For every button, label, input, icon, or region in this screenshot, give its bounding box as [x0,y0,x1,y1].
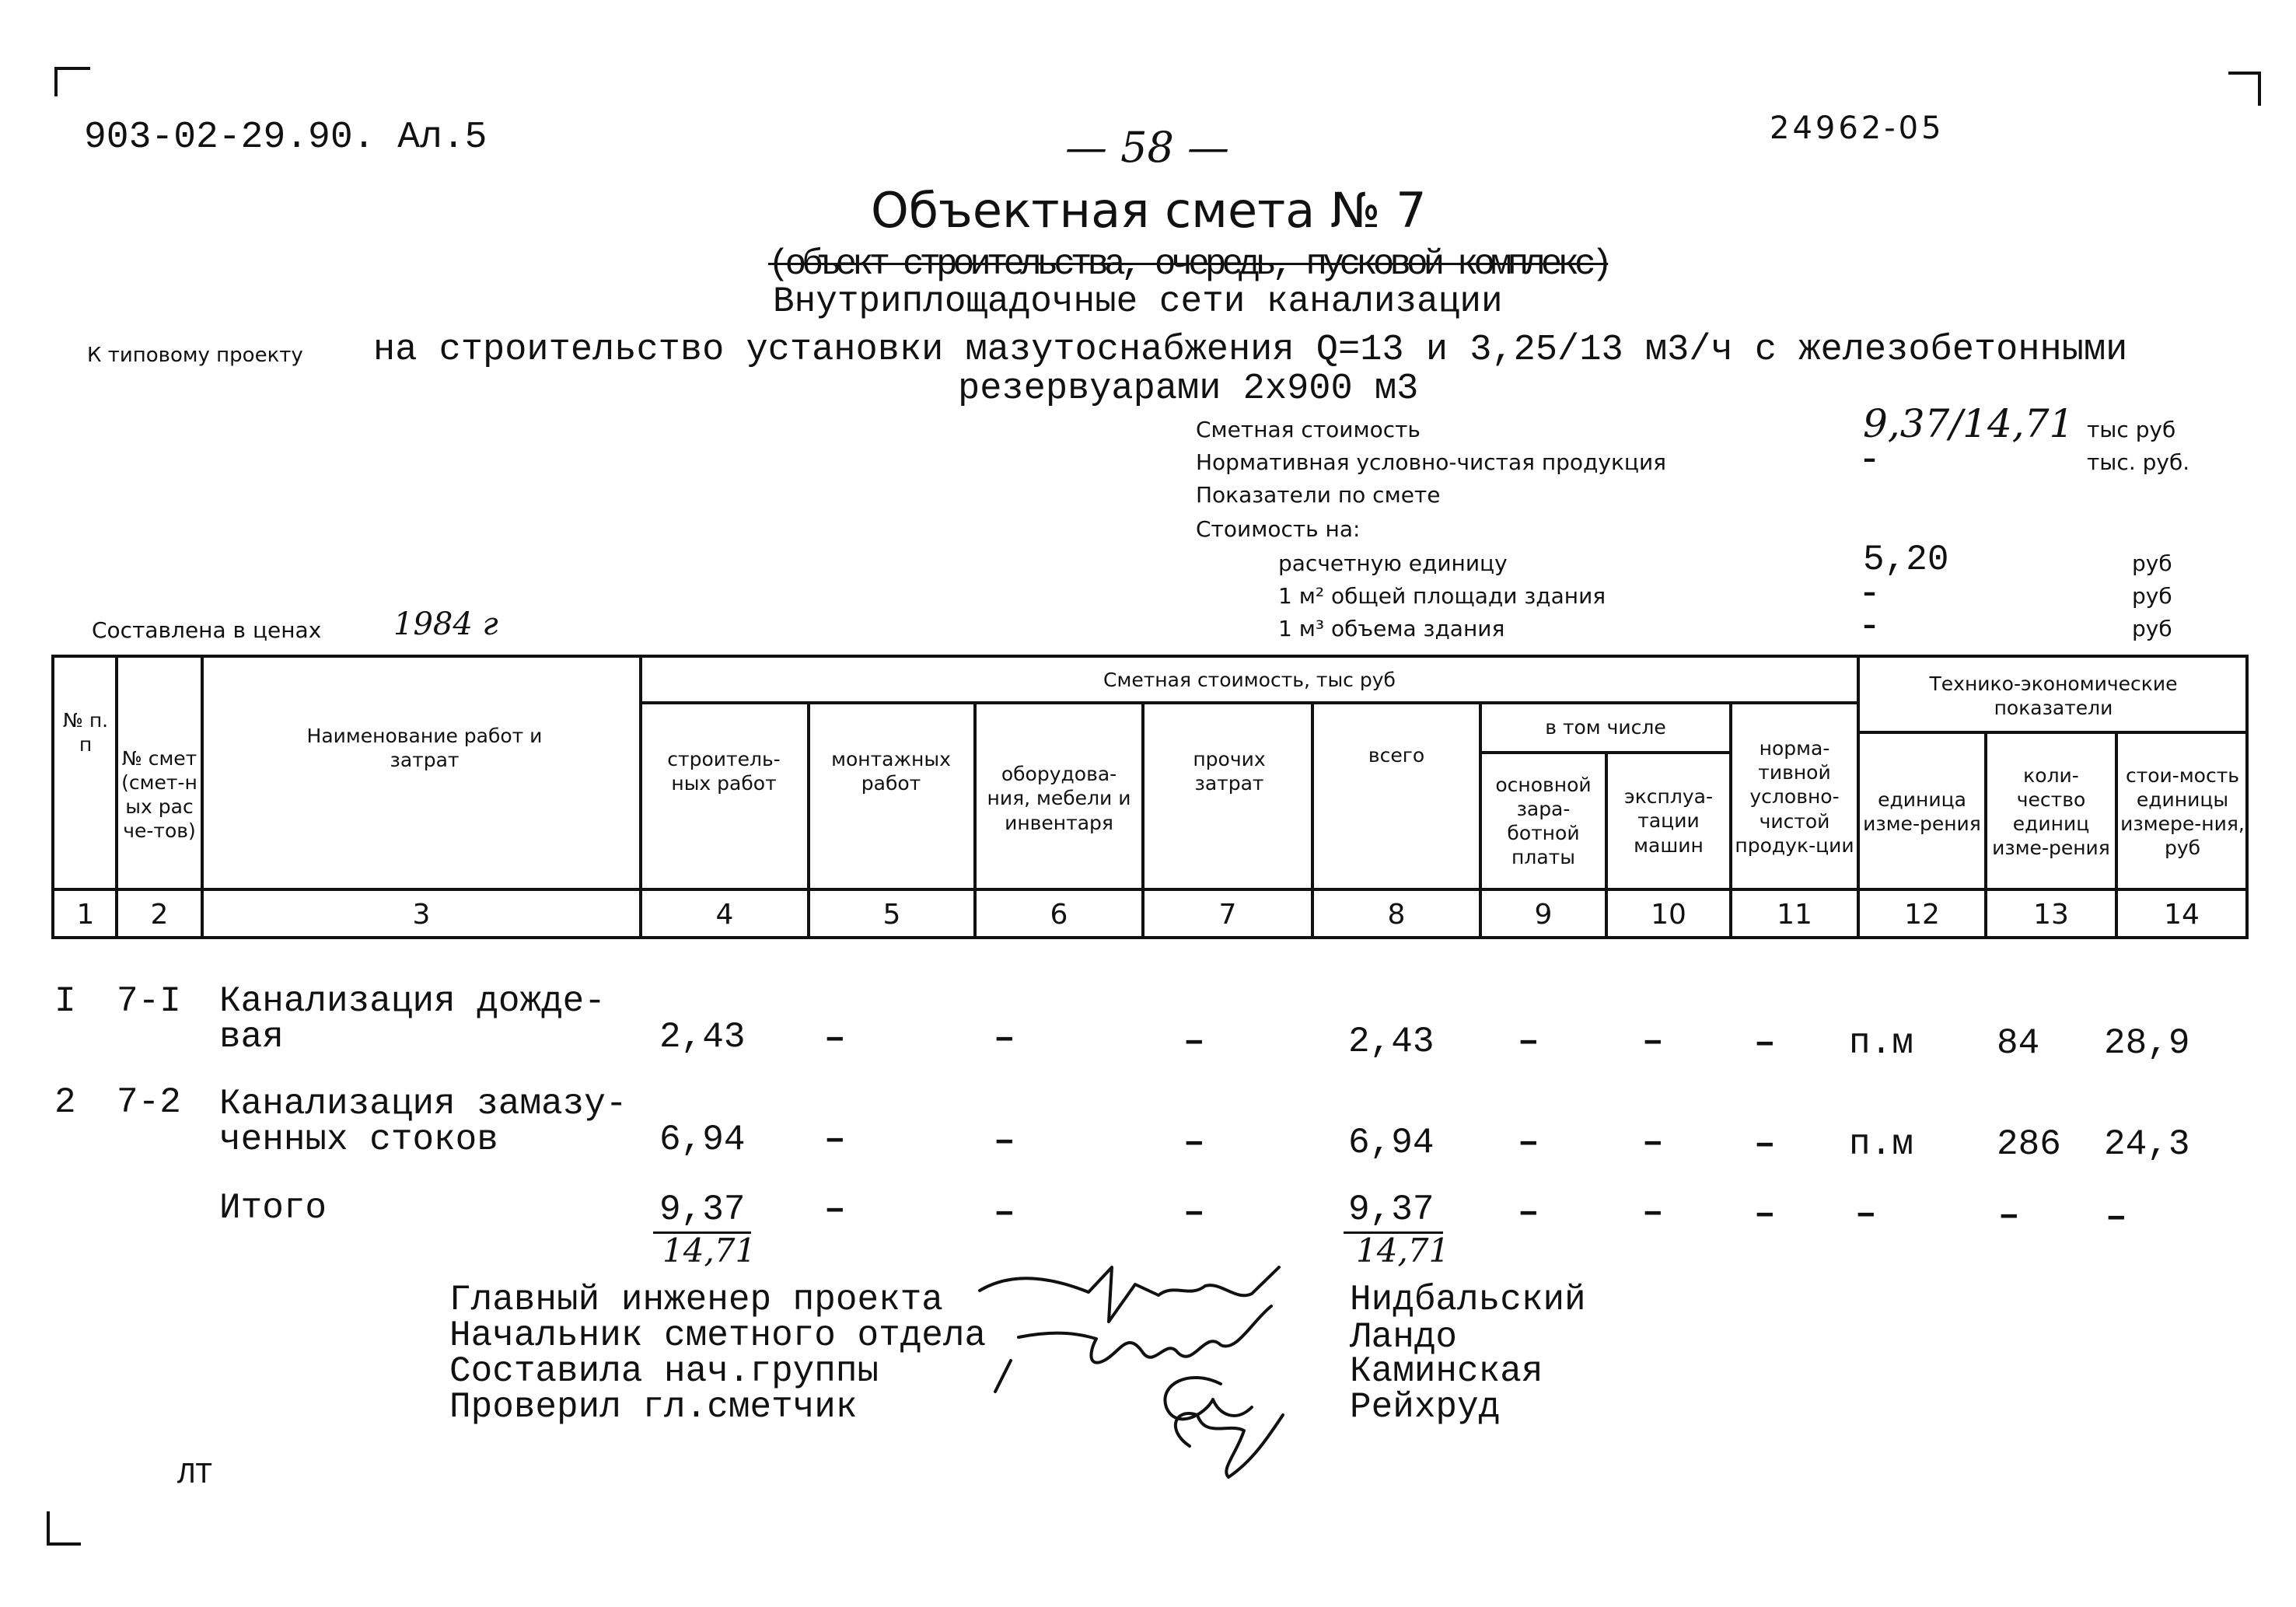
cost-on-label: Стоимость на: [1196,516,1361,542]
area-value: – [1863,577,1876,608]
col-header-7: прочих затрат [1193,747,1266,795]
col-header-6: оборудова-ния, мебели и инвентаря [987,763,1131,834]
document-code: 903-02-29.90. Ал.5 [84,117,488,159]
row-normative: – [1754,1023,1776,1064]
row-unit-cost: 24,3 [2104,1124,2190,1165]
signature-role-3: Составила нач.группы [449,1351,879,1392]
row-machines: – [1642,1022,1664,1062]
row-normative: – [1754,1124,1776,1165]
row-equip-cost: – [994,1018,1015,1059]
row-name-line1: Канализация дожде- [219,981,606,1022]
col-header-3: Наименование работ и затрат [306,724,543,771]
col-header-2: № смет (смет-ных расче-тов) [121,746,197,843]
signature-name-3: Каминская [1350,1351,1543,1392]
totals-total-denominator: 14,71 [1356,1231,1450,1270]
col-number-12: 12 [1904,898,1940,931]
col-number-4: 4 [715,898,734,931]
col-number-3: 3 [412,898,431,931]
row-qty: 84 [1997,1023,2040,1064]
indicators-label: Показатели по смете [1196,482,1441,508]
unit-cost-value: 5,20 [1863,540,1949,580]
corner-mark-bottom-left [47,1511,81,1546]
totals-machines: – [1642,1193,1664,1233]
row-equip-cost: – [994,1121,1015,1162]
signature-name-2: Ландо [1350,1317,1458,1357]
signature-role-4: Проверил гл.сметчик [449,1387,858,1427]
totals-total-numerator: 9,37 [1348,1190,1435,1230]
col-header-13: коли-чество единиц изме-рения [1992,763,2110,860]
row-machines: – [1642,1123,1664,1163]
project-line-1: на строительство установки мазутоснабжения Q=13 и 3,25/13 м3/ч с железобетонными [373,330,2128,371]
area-label: 1 м² общей площади здания [1278,583,1606,609]
inventory-number: 24962-05 [1770,110,1945,146]
col-header-5: монтажных работ [831,747,951,795]
totals-build-denominator: 14,71 [662,1231,757,1270]
handwritten-signatures [972,1236,1330,1485]
including-header: в том числе [1545,716,1666,739]
row-mount-cost: – [824,1120,846,1160]
col-header-9: основной зара-ботной платы [1495,773,1592,869]
corner-mark-top-right [2228,72,2261,106]
corner-mark-top-left [54,67,90,96]
prices-year: 1984 г [393,606,498,642]
estimate-table [51,655,2249,939]
col-number-13: 13 [2033,898,2069,931]
totals-mount: – [824,1190,846,1230]
col-number-7: 7 [1218,898,1237,931]
row-qty: 286 [1997,1124,2061,1165]
unit-cost-label: расчетную единицу [1278,550,1508,576]
signature-name-4: Рейхруд [1350,1387,1501,1427]
row-build-cost: 2,43 [659,1017,746,1057]
normative-unit: тыс. руб. [2087,449,2190,475]
col-header-10: эксплуа-тации машин [1623,785,1714,857]
estimated-cost-unit: тыс руб [2087,417,2176,442]
col-number-10: 10 [1651,898,1686,931]
col-number-6: 6 [1050,898,1068,931]
page-title: Объектная смета № 7 [871,182,1427,239]
row-unit-cost: 28,9 [2104,1023,2190,1064]
totals-unit-cost: – [2106,1197,2127,1238]
col-number-14: 14 [2164,898,2200,931]
volume-label: 1 м³ объема здания [1278,616,1505,641]
col-number-5: 5 [882,898,901,931]
signature-role-2: Начальник сметного отдела [449,1315,987,1356]
project-line-2: резервуарами 2х900 м3 [958,369,1419,410]
row-other-cost: – [1183,1123,1205,1163]
tech-group-header: Технико-экономические показатели [1929,672,2178,719]
col-header-1: № п. п [62,708,109,756]
col-number-1: 1 [76,898,95,931]
row-smeta: 7-2 [117,1082,181,1123]
col-header-11: норма-тивной условно-чистой продук-ции [1735,736,1854,857]
row-number: 2 [54,1082,76,1123]
totals-qty: – [1998,1196,2020,1236]
totals-equip: – [994,1193,1015,1233]
signature-role-1: Главный инженер проекта [449,1280,943,1320]
totals-label: Итого [219,1188,327,1228]
totals-wages: – [1518,1193,1539,1233]
row-mount-cost: – [824,1018,846,1059]
row-smeta: 7-I [117,981,181,1022]
row-name-line1: Канализация замазу- [219,1084,627,1124]
estimated-cost-value: 9,37/14,71 [1863,401,2074,446]
struck-subtitle: (объект строительства, очередь, пусковой комплекс) [768,244,1609,285]
row-wages: – [1518,1123,1539,1163]
prices-label: Составлена в ценах [92,617,322,643]
totals-build-numerator: 9,37 [659,1190,746,1230]
project-prefix: К типовому проекту [87,344,303,367]
totals-other: – [1183,1193,1205,1233]
col-number-11: 11 [1777,898,1812,931]
row-number: I [54,981,76,1022]
cost-group-header: Сметная стоимость, тыс руб [1103,669,1396,692]
row-unit: п.м [1849,1023,1913,1064]
row-total-cost: 2,43 [1348,1022,1435,1062]
totals-unit: – [1855,1194,1877,1235]
normative-label: Нормативная условно-чистая продукция [1196,449,1666,475]
totals-normative: – [1754,1194,1776,1235]
normative-value: – [1863,443,1876,474]
page-number: — 58 — [1065,123,1230,172]
col-header-12: единица изме-рения [1863,788,1981,835]
row-name-line2: вая [219,1017,284,1057]
col-number-2: 2 [150,898,169,931]
subtitle: Внутриплощадочные сети канализации [773,281,1503,322]
col-header-4: строитель-ных работ [667,747,781,795]
col-header-8: всего [1368,744,1425,767]
unit-cost-unit: руб [2132,550,2172,576]
estimated-cost-label: Сметная стоимость [1196,417,1421,442]
row-unit: п.м [1849,1124,1913,1165]
row-build-cost: 6,94 [659,1120,746,1160]
row-wages: – [1518,1022,1539,1062]
area-unit: руб [2132,583,2172,609]
volume-unit: руб [2132,616,2172,641]
row-name-line2: ченных стоков [219,1120,498,1160]
footer-mark: ЛТ [177,1459,213,1492]
col-number-9: 9 [1534,898,1553,931]
row-other-cost: – [1183,1022,1205,1062]
col-number-8: 8 [1387,898,1406,931]
col-header-14: стои-мость единицы измере-ния, руб [2120,763,2245,860]
volume-value: – [1863,610,1876,641]
signature-name-1: Нидбальский [1350,1280,1586,1320]
row-total-cost: 6,94 [1348,1123,1435,1163]
